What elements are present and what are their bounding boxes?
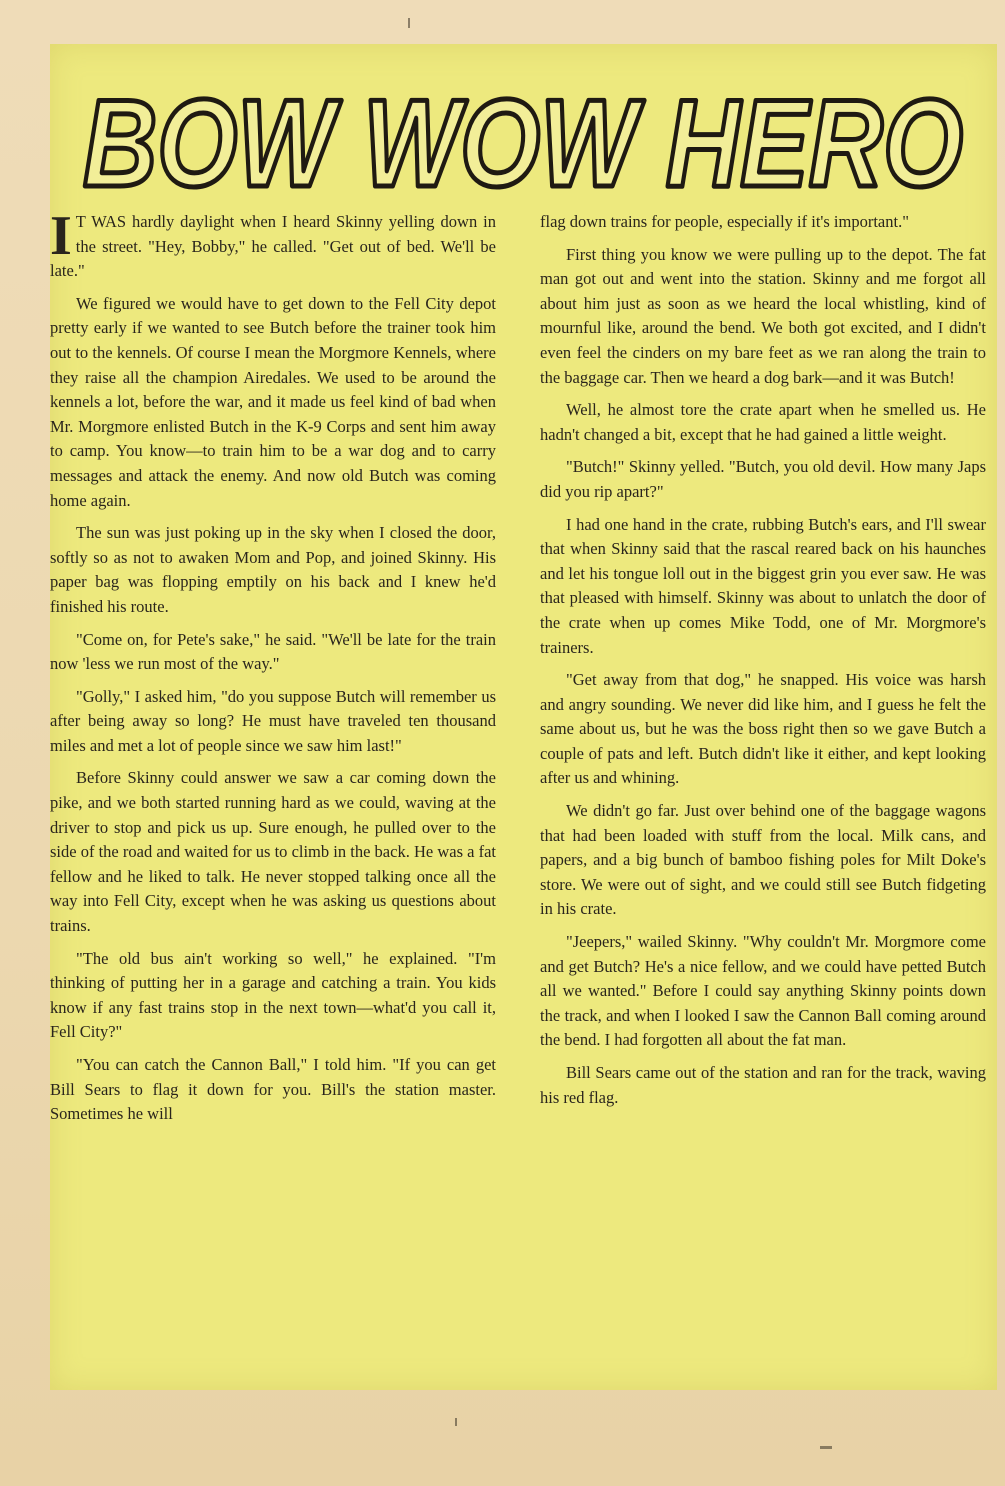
paragraph: I had one hand in the crate, rubbing Butch's ears, and I'll swear that when Skinny said that the rascal reared back on his haunches and let his tongue loll out in the biggest grin you ever saw. He was that pleased with himself. Skinny was about to unlatch the door of the crate when up comes Mike Todd, one of Mr. Morgmore's trainers. bbox=[540, 514, 986, 657]
print-blemish bbox=[455, 1418, 457, 1426]
paragraph: We didn't go far. Just over behind one of the baggage wagons that had been loaded with stuff from the local. Milk cans, and papers, and a big bunch of bamboo fishing poles for Milt Doke's store. We were out of sight, and we could still see Butch fidgeting in his crate. bbox=[540, 801, 986, 919]
paragraph: Well, he almost tore the crate apart when he smelled us. He hadn't changed a bit, except that he had gained a little weight. bbox=[540, 400, 986, 444]
paragraph: "Come on, for Pete's sake," he said. "We'll be late for the train now 'less we run most of the way." bbox=[50, 629, 496, 674]
right-column bbox=[540, 210, 986, 1380]
paragraph: We figured we would have to get down to the Fell City depot pretty early if we wanted to see Butch before the trainer took him out to the kennels. Of course I mean the Morgmore Kennels, where they raise all the champion Airedales. We used to be around the kennels a lot, before the war, and it made us feel kind of bad when Mr. Morgmore enlisted Butch in the K-9 Corps and sent him away to camp. You know—to train him to be a war dog and to carry messages and attack the enemy. And now old Butch was coming home again. bbox=[50, 293, 496, 510]
print-blemish bbox=[820, 1446, 832, 1449]
paragraph: Bill Sears came out of the station and ran for the track, waving his red flag. bbox=[540, 1063, 986, 1107]
paragraph: First thing you know we were pulling up to the depot. The fat man got out and went into the station. Skinny and me forgot all about him just as soon as we heard the local whistling, kind of mournful like, around the bend. We both got excited, and I didn't even feel the cinders on my bare feet as we ran along the train to the baggage car. Then we heard a dog bark—and it was Butch! bbox=[540, 244, 986, 387]
title-lettering: BOW WOW HERO bbox=[83, 75, 963, 213]
story-panel bbox=[50, 44, 997, 1390]
print-blemish bbox=[408, 18, 410, 28]
paragraph: "Golly," I asked him, "do you suppose Butch will remember us after being away so long? He must have traveled ten thousand miles and met a lot of people since we saw him last!" bbox=[50, 686, 496, 755]
paragraph: The sun was just poking up in the sky when I closed the door, softly so as not to awaken Mom and Pop, and joined Skinny. His paper bag was flopping emptily on his back and I knew he'd finished his route. bbox=[50, 523, 496, 616]
drop-cap: I bbox=[50, 210, 72, 267]
paragraph: "Butch!" Skinny yelled. "Butch, you old devil. How many Japs did you rip apart?" bbox=[540, 457, 986, 501]
paragraph bbox=[50, 210, 496, 284]
paragraph-text: T WAS hardly daylight when I heard Skinny yelling down in the street. "Hey, Bobby," he called. "Get out of bed. We'll be late." bbox=[50, 212, 496, 281]
paragraph: flag down trains for people, especially if it's important." bbox=[540, 212, 909, 231]
story-title bbox=[50, 46, 997, 236]
paragraph: "The old bus ain't working so well," he explained. "I'm thinking of putting her in a garage and catching a train. You kids know if any fast trains stop in the next town—what'd you call it, Fell City?" bbox=[50, 948, 496, 1042]
paragraph: "Get away from that dog," he snapped. His voice was harsh and angry sounding. We never did like him, and I guess he felt the same about us, but he was the boss right then so we gave Butch a couple of pats and left. Butch didn't like it either, and kept looking after us and whining. bbox=[540, 670, 986, 788]
paragraph: "Jeepers," wailed Skinny. "Why couldn't Mr. Morgmore come and get Butch? He's a nice fellow, and we could have petted Butch all we wanted." Before I could say anything Skinny points down the track, and when I looked I saw the Cannon Ball coming around the bend. I had forgotten all about the fat man. bbox=[540, 932, 986, 1050]
paragraph: "You can catch the Cannon Ball," I told him. "If you can get Bill Sears to flag it down for you. Bill's the station master. Sometimes he will bbox=[50, 1055, 496, 1124]
left-column bbox=[50, 210, 496, 1380]
paragraph: Before Skinny could answer we saw a car coming down the pike, and we both started running hard as we could, waving at the driver to stop and pick us up. Sure enough, he pulled over to the side of the road and waited for us to climb in the back. He was a fat fellow and he liked to talk. He never stopped talking once all the way into Fell City, except when he was asking us questions about trains. bbox=[50, 768, 496, 936]
